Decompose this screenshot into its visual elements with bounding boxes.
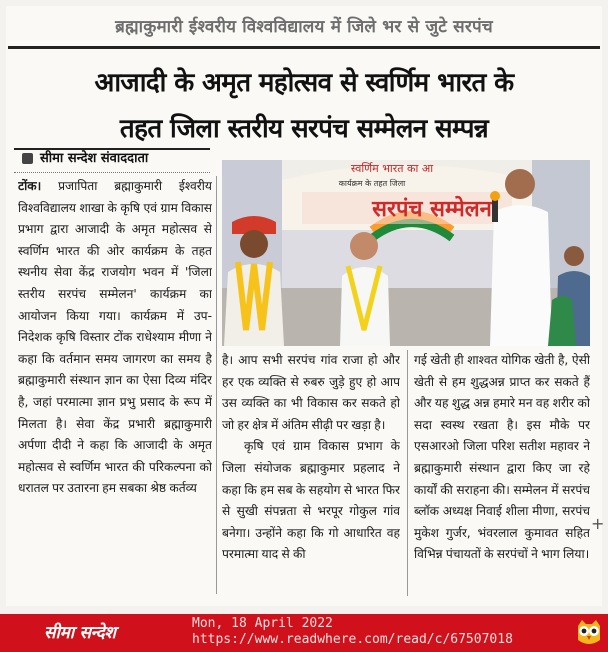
headline-line-1: आजादी के अमृत महोत्सव से स्वर्णिम भारत के: [94, 68, 514, 98]
column-separator: [216, 176, 217, 594]
footer-url[interactable]: https://www.readwhere.com/read/c/67507018: [192, 632, 513, 647]
kicker-headline: ब्रह्माकुमारी ईश्वरीय विश्वविद्यालय में जिले भर से जुटे सरपंच: [115, 17, 493, 37]
article-column-2: [222, 350, 400, 596]
banner-mid-text: कार्यक्रम के तहत जिला: [338, 179, 406, 188]
footer-info: [192, 616, 513, 648]
owl-icon[interactable]: [574, 618, 604, 648]
column-separator: [407, 350, 408, 596]
headline-line-2: तहत जिला स्तरीय सरपंच सम्मेलन सम्पन्न: [119, 114, 489, 144]
byline: सीमा सन्देश संवाददाता: [40, 151, 149, 166]
column-3-text: गई खेती ही शाश्वत योगिक खेती है, ऐसी खेती से हम शुद्धअन्न प्राप्त कर सकते हैं और यह शुद्ध अन्न हमारे मन वह शरीर को सदा स्वस्थ रखता है। इस मौके पर एसआरओ जिला परिश सतीश महावर ने ब्रह्माकुमारी संस्थान द्वारा किए जा रहे कार्यों की सराहना की। सम्मेलन में सरपंच ब्लॉक अध्यक्ष निवाई शीला मीणा, सरपंच मुकेश गुर्जर, भंवरलाल कुमावत सहित विभिन्न पंचायतों के सरपंचों ने भाग लिया।: [414, 353, 590, 562]
event-photo: [222, 160, 590, 346]
article-column-1: [18, 176, 212, 594]
banner-main-text: सरपंच सम्मेलन: [372, 197, 492, 222]
byline-bullet-icon: [22, 153, 33, 164]
brand-logo[interactable]: सीमा सन्देश: [44, 623, 116, 643]
top-rule: [8, 46, 600, 49]
banner-top-text: स्वर्णिम भारत का आ: [350, 162, 434, 175]
plus-icon[interactable]: +: [591, 514, 605, 533]
dateline: टोंक।: [18, 179, 42, 193]
article-column-3: [414, 350, 590, 596]
footer-date: Mon, 18 April 2022: [192, 616, 333, 631]
column-1-text: प्रजापिता ब्रह्माकुमारी ईश्वरीय विश्वविद्यालय शाखा के कृषि एवं ग्राम विकास प्रभाग द्वारा आजादी के अमृत महोत्सव से स्वर्णिम भारत की ओर कार्यक्रम के तहत स्थनीय सेवा केंद्र राजयोग भवन में 'जिला स्तरीय सरपंच सम्मेलन' कार्यक्रम का आयोजन किया गया। कार्यक्रम में उप- निदेशक कृषि विस्तार टोंक राधेश्याम मीणा ने कहा कि वर्तमान समय जागरण का समय है ब्रह्माकुमारी संस्थान ज्ञान का ऐसा दिव्य मंदिर है, जहां परमात्मा ज्ञान प्रभु प्रसाद के रूप में मिलता है। सेवा केंद्र प्रभारी ब्रह्माकुमारी अर्पणा दीदी ने कहा कि आजादी के अमृत महोत्सव से स्वर्णिम भारत की परिकल्पना को धरातल पर उतारना हम सबका श्रेष्ठ कर्तव्य: [18, 179, 212, 496]
main-headline: [6, 60, 602, 152]
column-2-paragraph-1: है। आप सभी सरपंच गांव राजा हो और हर एक व्यक्ति से रुबरु जुड़े हुए हो आप उस व्यक्ति का भी विकास कर सकते हो जो हर क्षेत्र में अंतिम सीढ़ी पर खड़ा है।: [222, 353, 400, 432]
column-2-paragraph-2: कृषि एवं ग्राम विकास प्रभाग के जिला संयोजक ब्रह्माकुमार प्रहलाद ने कहा कि हम सब के सहयोग से भारत फिर से सुखी संपन्नता से भरपूर गोकुल गांव बनेगा। उन्होंने कहा कि गो आधारित वह परमात्मा याद से की: [222, 439, 400, 562]
